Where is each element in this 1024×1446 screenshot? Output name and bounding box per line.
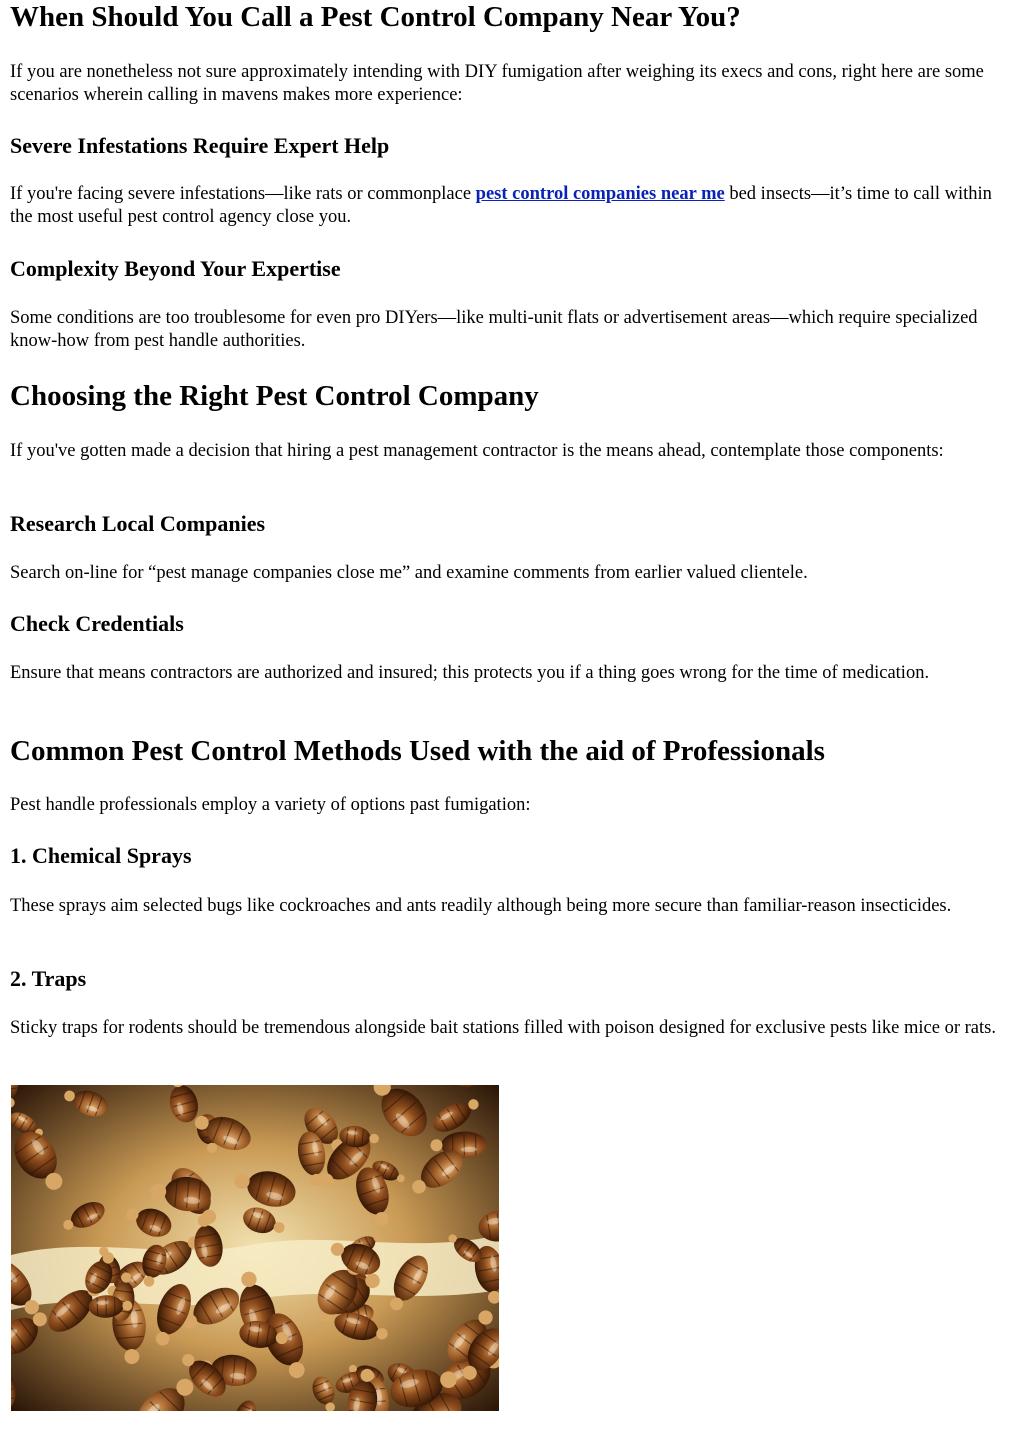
paragraph-research-local: Search on-line for “pest manage companies close me” and examine comments from earlier valued clientele. (10, 563, 808, 583)
section-title-choosing-company: Choosing the Right Pest Control Company (10, 380, 539, 412)
severe-text-start: If you're facing severe infestations—like rats or commonplace (10, 184, 476, 204)
paragraph-complexity: Some conditions are too troublesome for even pro DIYers—like multi-unit flats or advertisement areas—which require specialized know-how from pest handle authorities. (10, 308, 978, 351)
termite-photo-illustration (11, 1085, 499, 1411)
heading-complexity: Complexity Beyond Your Expertise (10, 256, 341, 281)
paragraph-methods-intro: Pest handle professionals employ a variety of options past fumigation: (10, 795, 531, 815)
severe-text-end: bed insects—it’s time to call within the most useful pest control agency close you. (10, 184, 992, 227)
paragraph-choosing-intro: If you've gotten made a decision that hiring a pest management contractor is the means ahead, contemplate those components: (10, 441, 944, 461)
section-title-when-to-call: When Should You Call a Pest Control Company Near You? (10, 1, 741, 33)
heading-chemical-sprays: 1. Chemical Sprays (10, 843, 192, 868)
heading-research-local: Research Local Companies (10, 511, 266, 536)
heading-check-credentials: Check Credentials (10, 611, 184, 636)
section-title-common-methods: Common Pest Control Methods Used with the aid of Professionals (10, 735, 825, 767)
paragraph-severe-infestations (10, 183, 1016, 229)
pest-control-companies-link[interactable]: pest control companies near me (475, 184, 725, 204)
paragraph-chemical-sprays: These sprays aim selected bugs like cockroaches and ants readily although being more secure than familiar-reason insecticides. (10, 896, 952, 916)
termite-colony-photo (11, 1085, 499, 1411)
heading-traps: 2. Traps (10, 966, 87, 991)
paragraph-traps: Sticky traps for rodents should be tremendous alongside bait stations filled with poison designed for exclusive pests like mice or rats. (10, 1018, 996, 1038)
heading-severe-infestations: Severe Infestations Require Expert Help (10, 133, 390, 158)
paragraph-check-credentials: Ensure that means contractors are authorized and insured; this protects you if a thing goes wrong for the time of medication. (10, 663, 930, 683)
intro-paragraph: If you are nonetheless not sure approximately intending with DIY fumigation after weighing its execs and cons, right here are some scenarios wherein calling in mavens makes more experience: (10, 62, 984, 105)
